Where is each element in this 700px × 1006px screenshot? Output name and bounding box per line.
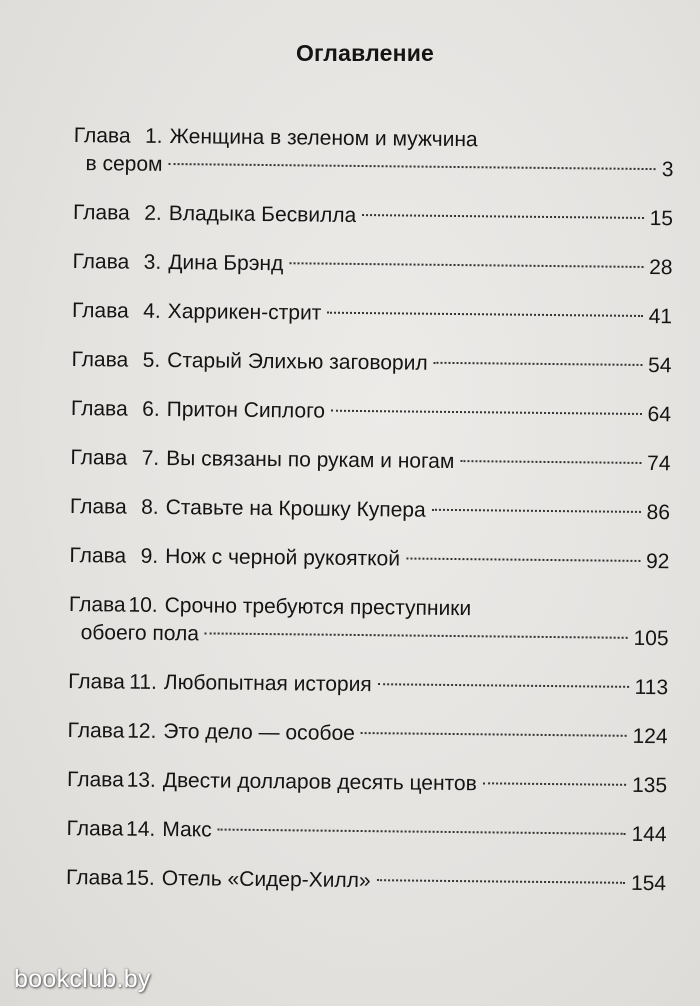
chapter-label: Глава bbox=[73, 123, 131, 148]
chapter-number: 3. bbox=[143, 250, 162, 274]
page-number: 124 bbox=[632, 724, 668, 749]
chapter-number: 1. bbox=[144, 124, 163, 148]
leader-dots bbox=[460, 460, 641, 464]
chapter-title: Это дело — особое bbox=[163, 719, 356, 745]
page-number: 28 bbox=[649, 256, 673, 280]
chapter-title: Ставьте на Крошку Купера bbox=[165, 495, 426, 522]
chapter-title: Старый Элихью заговорил bbox=[167, 348, 428, 375]
chapter-label: Глава bbox=[69, 543, 127, 568]
chapter-title: Вы связаны по рукам и ногам bbox=[166, 446, 455, 474]
page-number: 54 bbox=[648, 354, 672, 378]
page-number: 15 bbox=[649, 207, 674, 231]
page-number: 92 bbox=[645, 550, 670, 574]
toc-entry bbox=[66, 864, 666, 898]
chapter-label: Глава bbox=[71, 347, 129, 372]
page-number: 135 bbox=[631, 773, 668, 798]
chapter-title: Нож с черной рукояткой bbox=[165, 544, 401, 571]
page-number: 64 bbox=[647, 403, 672, 427]
leader-dots bbox=[289, 262, 643, 268]
chapter-label: Глава bbox=[69, 494, 127, 519]
leader-dots bbox=[432, 509, 641, 513]
chapter-number: 7. bbox=[141, 446, 160, 470]
toc-entry bbox=[66, 815, 666, 849]
page-number: 3 bbox=[661, 158, 674, 182]
chapter-title: Женщина в зеленом и мужчина bbox=[169, 125, 478, 152]
chapter-title: Харрикен-стрит bbox=[167, 299, 322, 325]
chapter-label: Глава bbox=[71, 298, 129, 323]
chapter-number: 15. bbox=[125, 866, 155, 890]
page-number: 113 bbox=[634, 675, 669, 700]
toc-entry bbox=[70, 444, 670, 478]
chapter-title: Срочно требуются преступники bbox=[164, 593, 472, 621]
chapter-label: Глава bbox=[72, 249, 130, 274]
page-number: 74 bbox=[646, 452, 671, 476]
page-number: 144 bbox=[631, 822, 667, 847]
chapter-number: 9. bbox=[140, 544, 159, 568]
toc-entry bbox=[67, 766, 667, 800]
page-title: Оглавление bbox=[295, 40, 435, 66]
toc-entry bbox=[70, 493, 670, 527]
toc-entry bbox=[71, 346, 671, 380]
chapter-label: Глава bbox=[65, 865, 123, 890]
chapter-title: Любопытная история bbox=[163, 670, 372, 697]
leader-dots bbox=[361, 732, 627, 737]
toc-entry bbox=[72, 248, 672, 282]
chapter-title: Отель «Сидер-Хилл» bbox=[161, 866, 371, 893]
chapter-title: Притон Сиплого bbox=[166, 397, 326, 423]
chapter-label: Глава bbox=[72, 200, 130, 225]
toc-entry bbox=[72, 297, 672, 331]
toc-entry bbox=[69, 591, 670, 653]
chapter-title: Владыка Бесвилла bbox=[168, 201, 357, 227]
leader-dots bbox=[362, 214, 643, 219]
chapter-number: 8. bbox=[141, 495, 159, 519]
chapter-number: 14. bbox=[126, 817, 156, 841]
chapter-number: 11. bbox=[129, 670, 157, 694]
leader-dots bbox=[169, 163, 656, 170]
chapter-label: Глава bbox=[68, 669, 125, 694]
chapter-number: 5. bbox=[142, 348, 161, 372]
chapter-label: Глава bbox=[66, 767, 124, 792]
page-number: 41 bbox=[648, 305, 673, 329]
leader-dots bbox=[327, 312, 642, 317]
chapter-title-continued: в сером bbox=[85, 152, 163, 176]
page-number: 86 bbox=[646, 501, 671, 525]
leader-dots bbox=[406, 558, 640, 562]
chapter-number: 13. bbox=[126, 768, 156, 792]
chapter-label: Глава bbox=[70, 396, 128, 421]
chapter-label: Глава bbox=[68, 592, 126, 617]
chapter-label: Глава bbox=[67, 718, 125, 743]
toc-entry bbox=[71, 395, 671, 429]
page-number: 154 bbox=[630, 871, 667, 896]
toc-entry bbox=[73, 122, 674, 184]
toc-entry bbox=[73, 199, 673, 233]
toc-entry bbox=[68, 668, 668, 702]
chapter-title: Макс bbox=[162, 817, 212, 842]
table-of-contents bbox=[66, 122, 674, 919]
chapter-number: 6. bbox=[142, 397, 160, 421]
chapter-title: Дина Брэнд bbox=[168, 250, 284, 276]
watermark-text: bookclub.by bbox=[14, 965, 151, 993]
chapter-number: 10. bbox=[128, 593, 158, 617]
leader-dots bbox=[378, 683, 629, 688]
toc-entry bbox=[67, 717, 667, 751]
chapter-title: Двести долларов десять центов bbox=[162, 768, 477, 796]
chapter-number: 2. bbox=[144, 201, 162, 225]
leader-dots bbox=[331, 410, 642, 415]
toc-entry bbox=[69, 542, 669, 576]
leader-dots bbox=[218, 829, 626, 835]
chapter-number: 12. bbox=[127, 719, 157, 743]
leader-dots bbox=[205, 632, 628, 638]
leader-dots bbox=[434, 362, 642, 366]
chapter-label: Глава bbox=[70, 445, 128, 470]
page-number: 105 bbox=[633, 626, 669, 651]
chapter-number: 4. bbox=[143, 299, 161, 323]
chapter-label: Глава bbox=[66, 816, 124, 841]
leader-dots bbox=[377, 879, 625, 884]
leader-dots bbox=[483, 782, 626, 785]
chapter-title-continued: обоего пола bbox=[80, 621, 200, 646]
